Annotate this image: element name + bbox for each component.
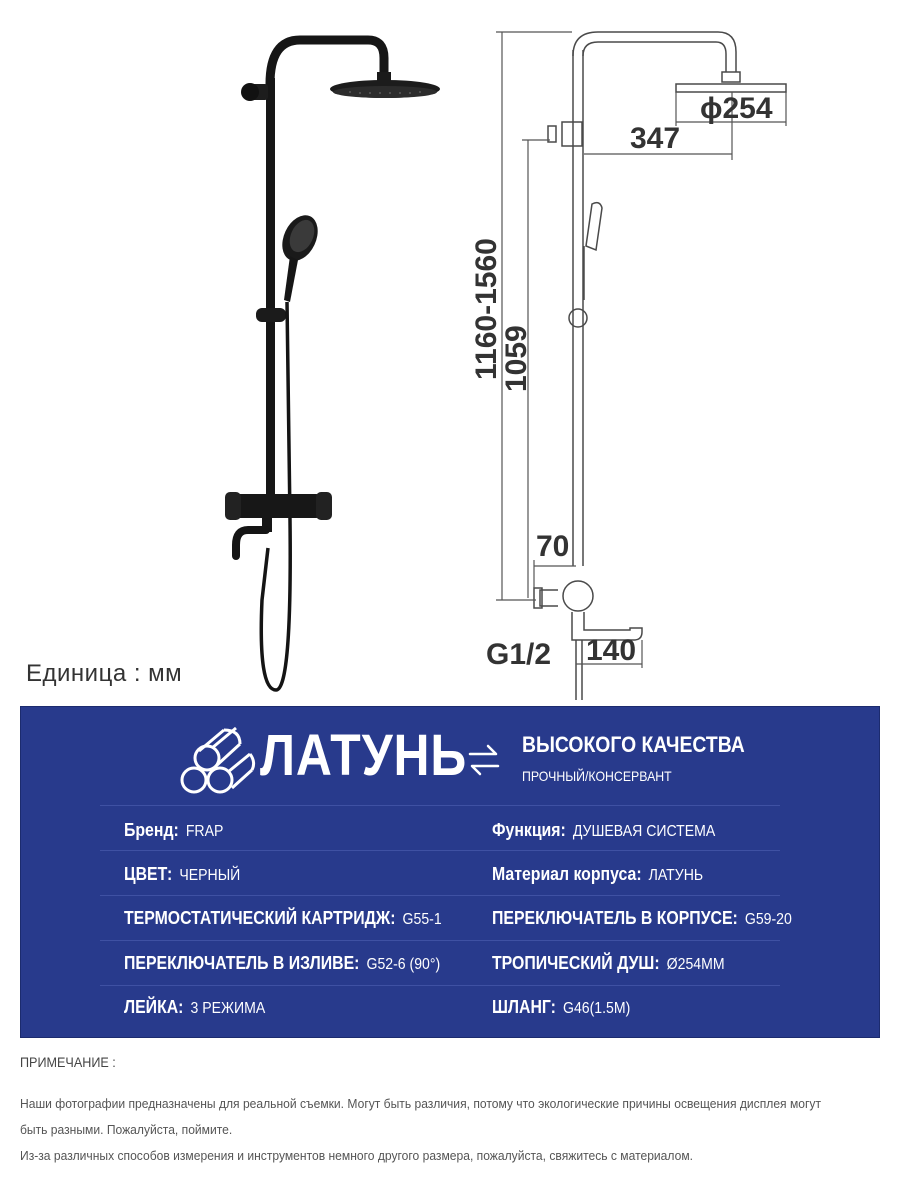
quality-title: ВЫСОКОГО КАЧЕСТВА <box>522 732 745 757</box>
quality-subtitle: ПРОЧНЫЙ/КОНСЕРВАНТ <box>522 768 672 784</box>
spec-color <box>124 864 240 885</box>
product-photo <box>225 40 440 690</box>
row-separator <box>100 805 780 806</box>
spec-value: ЛАТУНЬ <box>648 867 704 884</box>
dim-spout-length: 140 <box>586 634 637 667</box>
row-separator <box>100 985 780 986</box>
dim-mixer-height: 1059 <box>500 325 533 392</box>
spec-hand-shower <box>124 997 265 1018</box>
dim-total-height: 1160-1560 <box>470 238 503 380</box>
note-line-1: Наши фотографии предназначены для реальной съемки. Могут быть различия, потому что экологические причины освещения дисплея могут <box>20 1096 821 1111</box>
spec-value: G52-6 (90°) <box>366 956 441 973</box>
spec-label: ШЛАНГ: <box>492 997 556 1017</box>
spec-label: ПЕРЕКЛЮЧАТЕЛЬ В КОРПУСЕ: <box>492 908 738 928</box>
spec-label: ТЕРМОСТАТИЧЕСКИЙ КАРТРИДЖ: <box>124 908 396 928</box>
spec-body-material <box>492 864 703 885</box>
dim-arm-length: 347 <box>630 122 681 155</box>
brass-bars-icon <box>176 724 256 796</box>
spec-label: ЛЕЙКА: <box>124 997 184 1017</box>
swap-arrows-icon <box>466 742 502 778</box>
spec-label: ЦВЕТ: <box>124 864 173 884</box>
spec-label: ПЕРЕКЛЮЧАТЕЛЬ В ИЗЛИВЕ: <box>124 953 360 973</box>
spec-label: Бренд: <box>124 820 179 840</box>
dim-head-diameter: ϕ254 <box>700 92 773 125</box>
spec-spout-diverter <box>124 953 440 974</box>
row-separator <box>100 850 780 851</box>
spec-value: G46(1.5M) <box>563 1000 631 1017</box>
material-title: ЛАТУНЬ <box>260 723 468 788</box>
spec-value: 3 РЕЖИМА <box>190 1000 266 1017</box>
spec-label: Материал корпуса: <box>492 864 642 884</box>
spec-body-diverter <box>492 908 792 929</box>
row-separator <box>100 940 780 941</box>
spec-function <box>492 820 715 841</box>
spec-label: Функция: <box>492 820 566 840</box>
spec-value: Ø254ММ <box>666 956 725 973</box>
unit-label: Единица : мм <box>26 660 183 687</box>
spec-brand <box>124 820 223 841</box>
dim-thread: G1/2 <box>486 638 552 671</box>
note-line-2: быть разными. Пожалуйста, поймите. <box>20 1122 233 1137</box>
spec-value: ДУШЕВАЯ СИСТЕМА <box>572 823 716 840</box>
spec-value: ЧЕРНЫЙ <box>179 867 241 884</box>
spec-value: G59-20 <box>744 911 792 928</box>
spec-value: FRAP <box>185 823 224 840</box>
spec-label: ТРОПИЧЕСКИЙ ДУШ: <box>492 953 660 973</box>
spec-hose <box>492 997 630 1018</box>
spec-value: G55-1 <box>402 911 442 928</box>
spec-rain-shower <box>492 953 725 974</box>
note-line-3: Из-за различных способов измерения и инструментов немного другого размера, пожалуйста, свяжитесь с материалом. <box>20 1148 694 1163</box>
spec-cartridge <box>124 908 442 929</box>
dim-mixer-offset: 70 <box>536 530 570 563</box>
note-title: ПРИМЕЧАНИЕ : <box>20 1054 116 1070</box>
row-separator <box>100 895 780 896</box>
